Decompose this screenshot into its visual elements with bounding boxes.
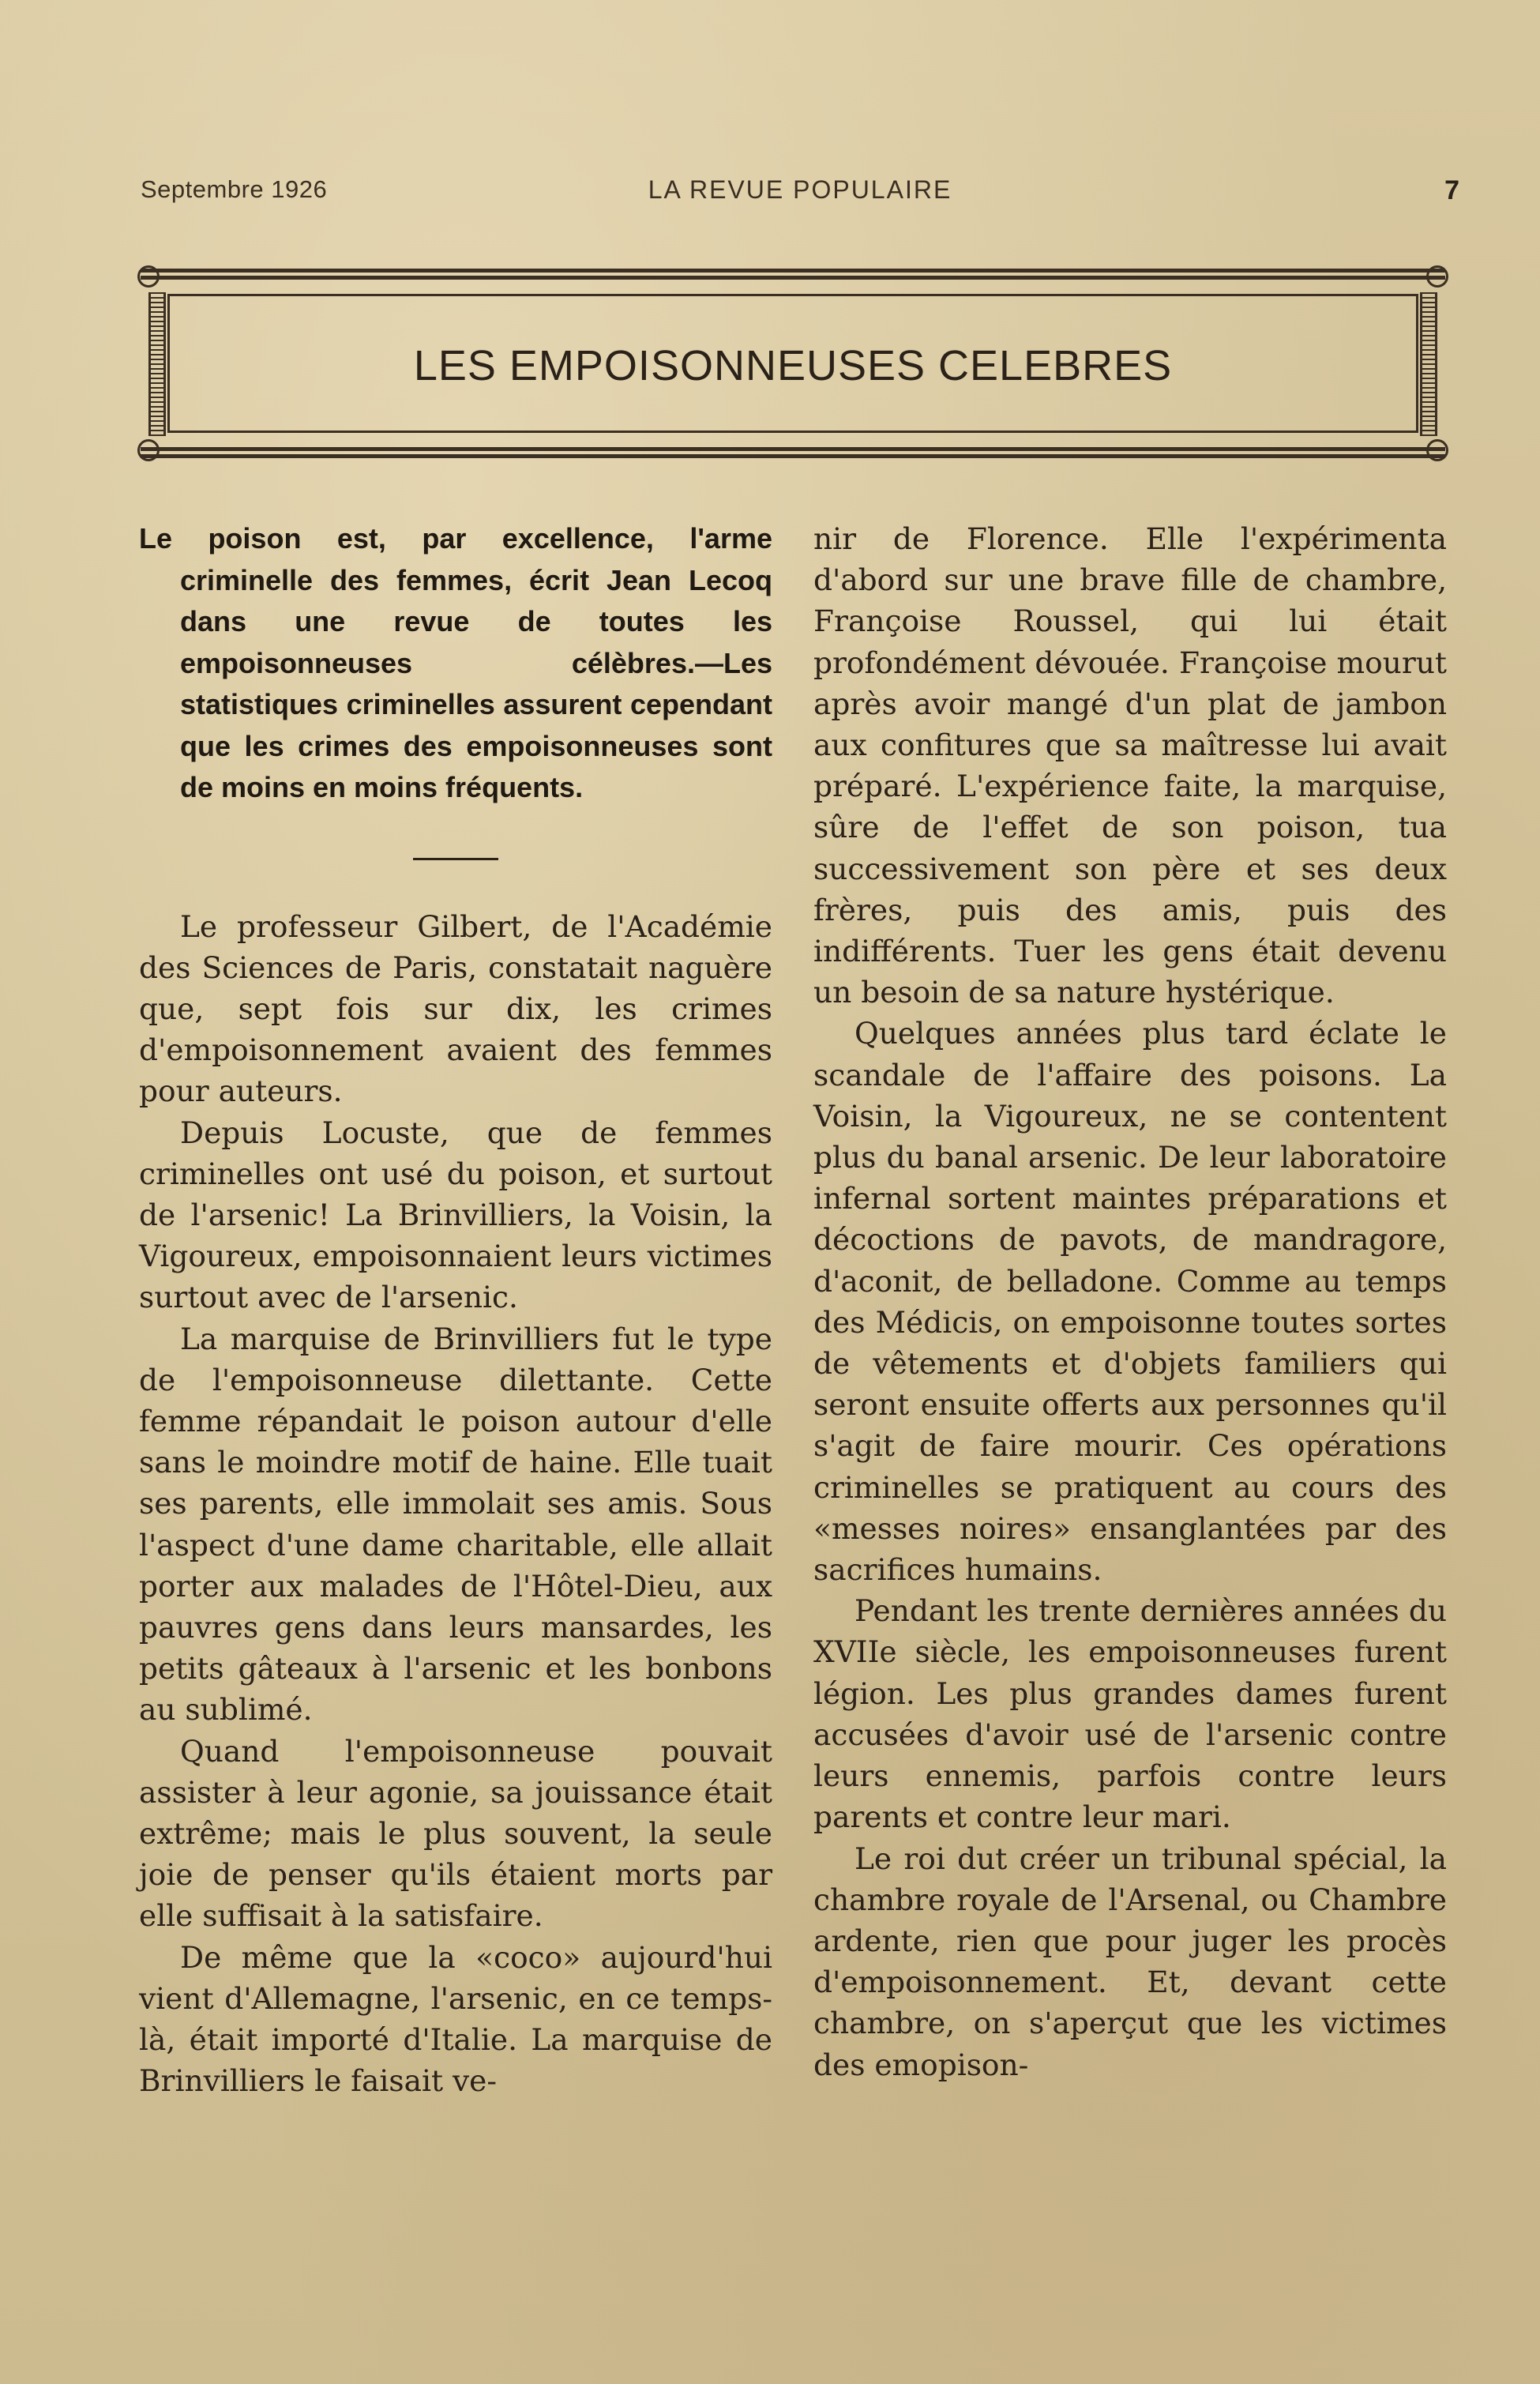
title-frame	[141, 269, 1445, 458]
left-column	[139, 518, 772, 2101]
issue-date: Septembre 1926	[141, 175, 328, 203]
section-divider	[413, 858, 498, 860]
body-paragraph: Depuis Locuste, que de femmes criminelles ont usé du poison, et surtout de l'arsenic! La Brinvilliers, la Voisin, la Vigoureux, empoisonnaient leurs victimes surtout avec de l'arsenic.	[139, 1115, 772, 1315]
article-lead: Le poison est, par excellence, l'arme criminelle des femmes, écrit Jean Lecoq dans une revue de toutes les empoisonneuses célèbres.—Les statistiques criminelles assurent cependant que les crimes des empoisonneuses sont de moins en moins fréquents.	[139, 522, 772, 803]
running-header	[141, 175, 1459, 215]
body-paragraph: nir de Florence. Elle l'expérimenta d'abord sur une brave fille de chambre, Françoise Roussel, qui lui était profondément dévouée. Françoise mourut après avoir mangé d'un plat de jambon aux confitures que sa maîtresse lui avait préparé. L'expérience faite, la marquise, sûre de l'effet de son poison, tua successivement son père et ses deux frères, puis des amis, puis des indifférents. Tuer les gens était devenu un besoin de sa nature hystérique.	[813, 521, 1447, 1010]
right-column	[813, 518, 1447, 2085]
corner-ornament-icon	[137, 265, 160, 288]
body-paragraph: La marquise de Brinvilliers fut le type de l'empoisonneuse dilettante. Cette femme répandait le poison autour d'elle sans le moindre motif de haine. Elle tuait ses parents, elle immolait ses amis. Sous l'aspect d'une dame charitable, elle allait porter aux malades de l'Hôtel-Dieu, aux pauvres gens dans leurs mansardes, les petits gâteaux à l'arsenic et les bonbons au sublimé.	[139, 1321, 772, 1728]
body-paragraph: Le roi dut créer un tribunal spécial, la chambre royale de l'Arsenal, ou Chambre ardente, rien que pour juger les procès d'empoisonnement. Et, devant cette chambre, on s'aperçut que les victimes des emopison-	[813, 1841, 1447, 2082]
body-paragraph: Quelques années plus tard éclate le scandale de l'affaire des poisons. La Voisin, la Vigoureux, ne se contentent plus du banal arsenic. De leur laboratoire infernal sortent maintes préparations et décoctions de pavots, de mandragore, d'aconit, de belladone. Comme au temps des Médicis, on empoisonne toutes sortes de vêtements et d'objets familiers qui seront ensuite offerts aux personnes qu'il s'agit de faire mourir. Ces opérations criminelles se pratiquent au cours des «messes noires» ensanglantées par des sacrifices humains.	[813, 1016, 1447, 1588]
body-paragraph: De même que la «coco» aujourd'hui vient d'Allemagne, l'arsenic, en ce temps-là, était importé d'Italie. La marquise de Brinvilliers le faisait ve-	[139, 1939, 772, 2099]
corner-ornament-icon	[1426, 265, 1448, 288]
body-paragraph: Quand l'empoisonneuse pouvait assister à leur agonie, sa jouissance était extrême; mais le plus souvent, la seule joie de penser qu'ils étaient morts par elle suffisait à la satisfaire.	[139, 1733, 772, 1934]
page-number: 7	[1444, 175, 1459, 205]
body-paragraph: Pendant les trente dernières années du XVIIe siècle, les empoisonneuses furent légion. Les plus grandes dames furent accusées d'avoir usé de l'arsenic contre leurs ennemis, parfois contre leurs parents et contre leur mari.	[813, 1593, 1447, 1835]
article-title: LES EMPOISONNEUSES CELEBRES	[413, 342, 1173, 389]
publication-title: LA REVUE POPULAIRE	[648, 175, 952, 204]
body-paragraph: Le professeur Gilbert, de l'Académie des Sciences de Paris, constatait naguère que, sept fois sur dix, les crimes d'empoisonnement avaient des femmes pour auteurs.	[139, 908, 772, 1109]
corner-ornament-icon	[137, 439, 160, 461]
corner-ornament-icon	[1426, 439, 1448, 461]
